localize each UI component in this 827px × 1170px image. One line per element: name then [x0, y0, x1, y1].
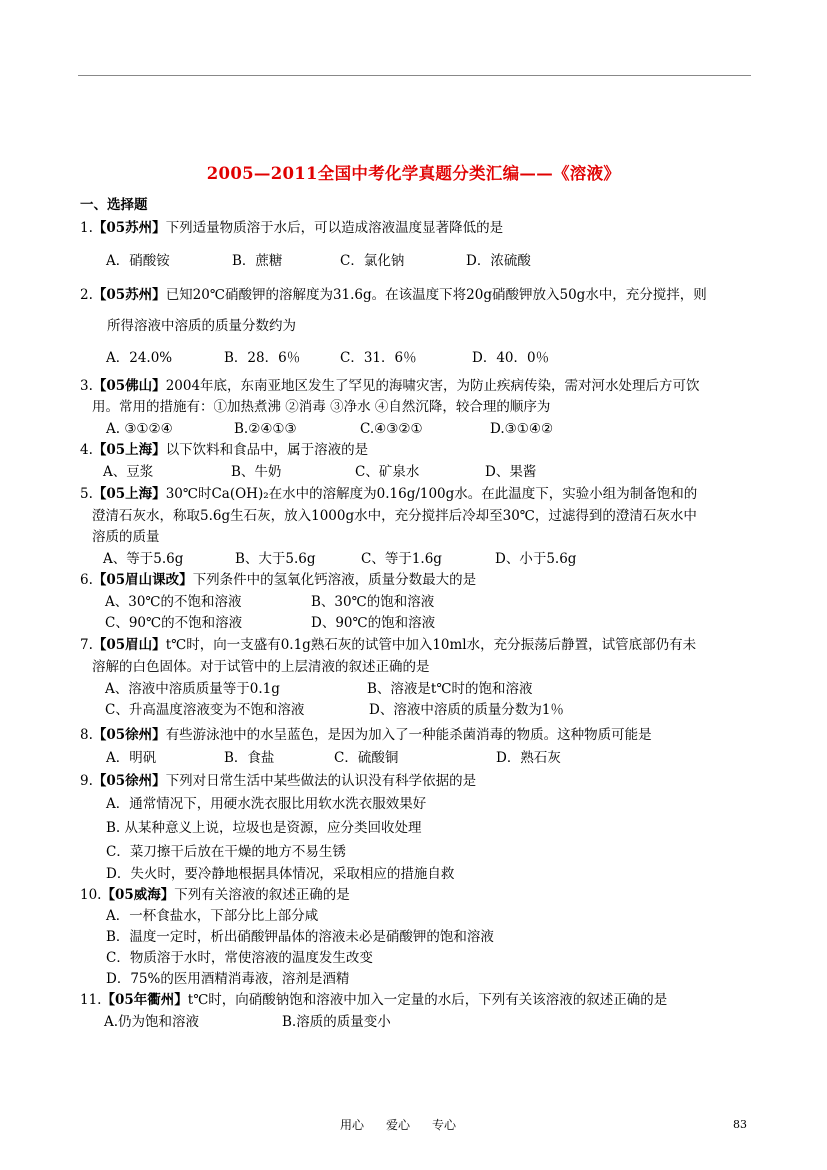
question-source-tag: 【05年衢州】: [101, 992, 188, 1008]
question-number: 6.: [80, 572, 93, 588]
option-d: D.③①④②: [490, 421, 554, 437]
option-b: B．食盐: [224, 750, 275, 766]
option-a: A、豆浆: [103, 464, 154, 480]
question-4: [80, 440, 760, 461]
question-text: 下列适量物质溶于水后，可以造成溶液温度显著降低的是: [165, 220, 504, 236]
option-c: C．氯化钠: [340, 253, 405, 269]
question-5-line-2: 澄清石灰水，称取5.6g生石灰，放入1000g水中，充分搅拌后冷却至30℃，过滤得到的澄清石灰水中: [92, 508, 697, 524]
option-d: D．75%的医用酒精消毒液，溶剂是酒精: [106, 971, 350, 987]
question-number: 5.: [80, 486, 93, 502]
options-row: [105, 700, 564, 721]
option-b: B.溶质的质量变小: [282, 1014, 391, 1030]
option-a: A．通常情况下，用硬水洗衣服比用软水洗衣服效果好: [106, 796, 427, 812]
options-row: [105, 679, 532, 700]
question-source-tag: 【05苏州】: [92, 220, 166, 236]
options-row: [106, 419, 553, 440]
question-11: [80, 990, 760, 1011]
section-heading: 一、选择题: [80, 197, 148, 213]
question-number: 9.: [80, 773, 93, 789]
question-3-line-2: 用。常用的措施有：①加热煮沸 ②消毒 ③净水 ④自然沉降，较合理的顺序为: [92, 399, 551, 415]
question-7: [80, 635, 760, 656]
question-number: 11.: [80, 992, 102, 1008]
question-number: 1.: [80, 220, 93, 236]
option-a: A、等于5.6g: [103, 551, 184, 567]
option-a: A.仍为饱和溶液: [104, 1014, 200, 1030]
option-b: B. 从某种意义上说，垃圾也是资源，应分类回收处理: [106, 820, 422, 836]
options-row: [105, 592, 434, 613]
question-source-tag: 【05眉山】: [92, 637, 166, 653]
option-a: A．明矾: [106, 750, 157, 766]
option-c: C．菜刀擦干后放在干燥的地方不易生锈: [106, 844, 346, 860]
question-number: 10.: [80, 887, 102, 903]
option-b: B、溶液是t℃时的饱和溶液: [367, 681, 533, 697]
page-number: 83: [733, 1118, 747, 1131]
question-source-tag: 【05上海】: [92, 442, 166, 458]
question-text: 下列有关溶液的叙述正确的是: [174, 887, 350, 903]
option-d: D、溶液中溶质的质量分数为1％: [369, 702, 564, 718]
option-c: C.④③②①: [360, 421, 423, 437]
question-text: 以下饮料和食品中，属于溶液的是: [165, 442, 369, 458]
option-d: D、果酱: [485, 464, 537, 480]
option-d: D．浓硫酸: [466, 253, 531, 269]
option-c: C、矿泉水: [355, 464, 420, 480]
option-b: B、牛奶: [231, 464, 282, 480]
question-number: 3.: [80, 378, 93, 394]
question-6: [80, 570, 760, 591]
option-d: D．失火时，要冷静地根据具体情况，采取相应的措施自救: [106, 866, 455, 882]
question-source-tag: 【05徐州】: [92, 773, 166, 789]
header-rule: [78, 75, 751, 76]
option-b: B、30℃的饱和溶液: [311, 594, 435, 610]
question-1: [80, 218, 760, 239]
option-c: C、等于1.6g: [361, 551, 442, 567]
question-text: 下列条件中的氢氧化钙溶液，质量分数最大的是: [192, 572, 477, 588]
question-text: 有些游泳池中的水呈蓝色，是因为加入了一种能杀菌消毒的物质。这种物质可能是: [165, 727, 652, 743]
question-text: t℃时，向一支盛有0.1g熟石灰的试管中加入10ml水，充分振荡后静置，试管底部仍有未: [165, 637, 697, 653]
question-2-line-2: 所得溶液中溶质的质量分数约为: [107, 318, 296, 334]
option-a: A．硝酸铵: [106, 253, 170, 269]
option-d: D、小于5.6g: [495, 551, 577, 567]
question-source-tag: 【05苏州】: [92, 287, 166, 303]
options-row: [104, 1012, 391, 1033]
question-source-tag: 【05上海】: [92, 486, 166, 502]
question-2: [80, 285, 760, 306]
question-text: 30℃时Ca(OH)₂在水中的溶解度为0.16g/100g水。在此温度下，实验小组为制备饱和的: [165, 486, 698, 502]
page-title: 2005—2011全国中考化学真题分类汇编——《溶液》: [206, 164, 621, 183]
question-number: 7.: [80, 637, 93, 653]
option-a: A．24.0%: [106, 350, 173, 366]
question-9: [80, 771, 760, 792]
option-a: A、溶液中溶质质量等于0.1g: [105, 681, 280, 697]
option-d: D、90℃的饱和溶液: [311, 615, 436, 631]
options-row: [106, 748, 561, 769]
options-row: [103, 549, 576, 570]
option-d: D．熟石灰: [496, 750, 561, 766]
options-row: [106, 251, 531, 272]
question-number: 4.: [80, 442, 93, 458]
question-5: [80, 484, 760, 505]
question-3: [80, 376, 760, 397]
options-row: [106, 348, 549, 369]
footer-item: 专心: [432, 1118, 457, 1132]
option-c: C．物质溶于水时，常使溶液的温度发生改变: [106, 950, 373, 966]
question-text: 2004年底，东南亚地区发生了罕见的海啸灾害，为防止疾病传染，需对河水处理后方可饮: [165, 378, 700, 394]
question-source-tag: 【05徐州】: [92, 727, 166, 743]
question-text: t℃时，向硝酸钠饱和溶液中加入一定量的水后，下列有关该溶液的叙述正确的是: [187, 992, 668, 1008]
question-8: [80, 725, 760, 746]
option-a: A. ③①②④: [106, 421, 173, 437]
question-5-line-3: 溶质的质量: [92, 529, 160, 545]
option-a: A、30℃的不饱和溶液: [105, 594, 242, 610]
footer-motto: [340, 1116, 478, 1133]
question-number: 2.: [80, 287, 93, 303]
option-c: C、90℃的不饱和溶液: [105, 615, 243, 631]
question-10: [80, 885, 760, 906]
question-text: 下列对日常生活中某些做法的认识没有科学依据的是: [165, 773, 477, 789]
option-b: B．28．6％: [224, 350, 301, 366]
option-b: B．蔗糖: [232, 253, 283, 269]
option-b: B．温度一定时，析出硝酸钾晶体的溶液未必是硝酸钾的饱和溶液: [106, 929, 494, 945]
option-c: C、升高温度溶液变为不饱和溶液: [105, 702, 305, 718]
question-number: 8.: [80, 727, 93, 743]
question-text: 已知20℃硝酸钾的溶解度为31.6g。在该温度下将20g硝酸钾放入50g水中，充分搅拌，则: [165, 287, 707, 303]
question-source-tag: 【05威海】: [101, 887, 175, 903]
option-c: C．31．6％: [340, 350, 417, 366]
option-c: C．硫酸铜: [334, 750, 399, 766]
options-row: [103, 462, 536, 483]
options-row: [105, 613, 435, 634]
option-a: A．一杯食盐水，下部分比上部分咸: [106, 908, 319, 924]
option-b: B、大于5.6g: [235, 551, 316, 567]
footer-item: 用心: [340, 1118, 365, 1132]
question-source-tag: 【05眉山课改】: [92, 572, 193, 588]
question-7-line-2: 溶解的白色固体。对于试管中的上层清液的叙述正确的是: [92, 659, 430, 675]
option-b: B.②④①③: [234, 421, 297, 437]
question-source-tag: 【05佛山】: [92, 378, 166, 394]
footer-item: 爱心: [386, 1118, 411, 1132]
option-d: D．40．0％: [472, 350, 550, 366]
